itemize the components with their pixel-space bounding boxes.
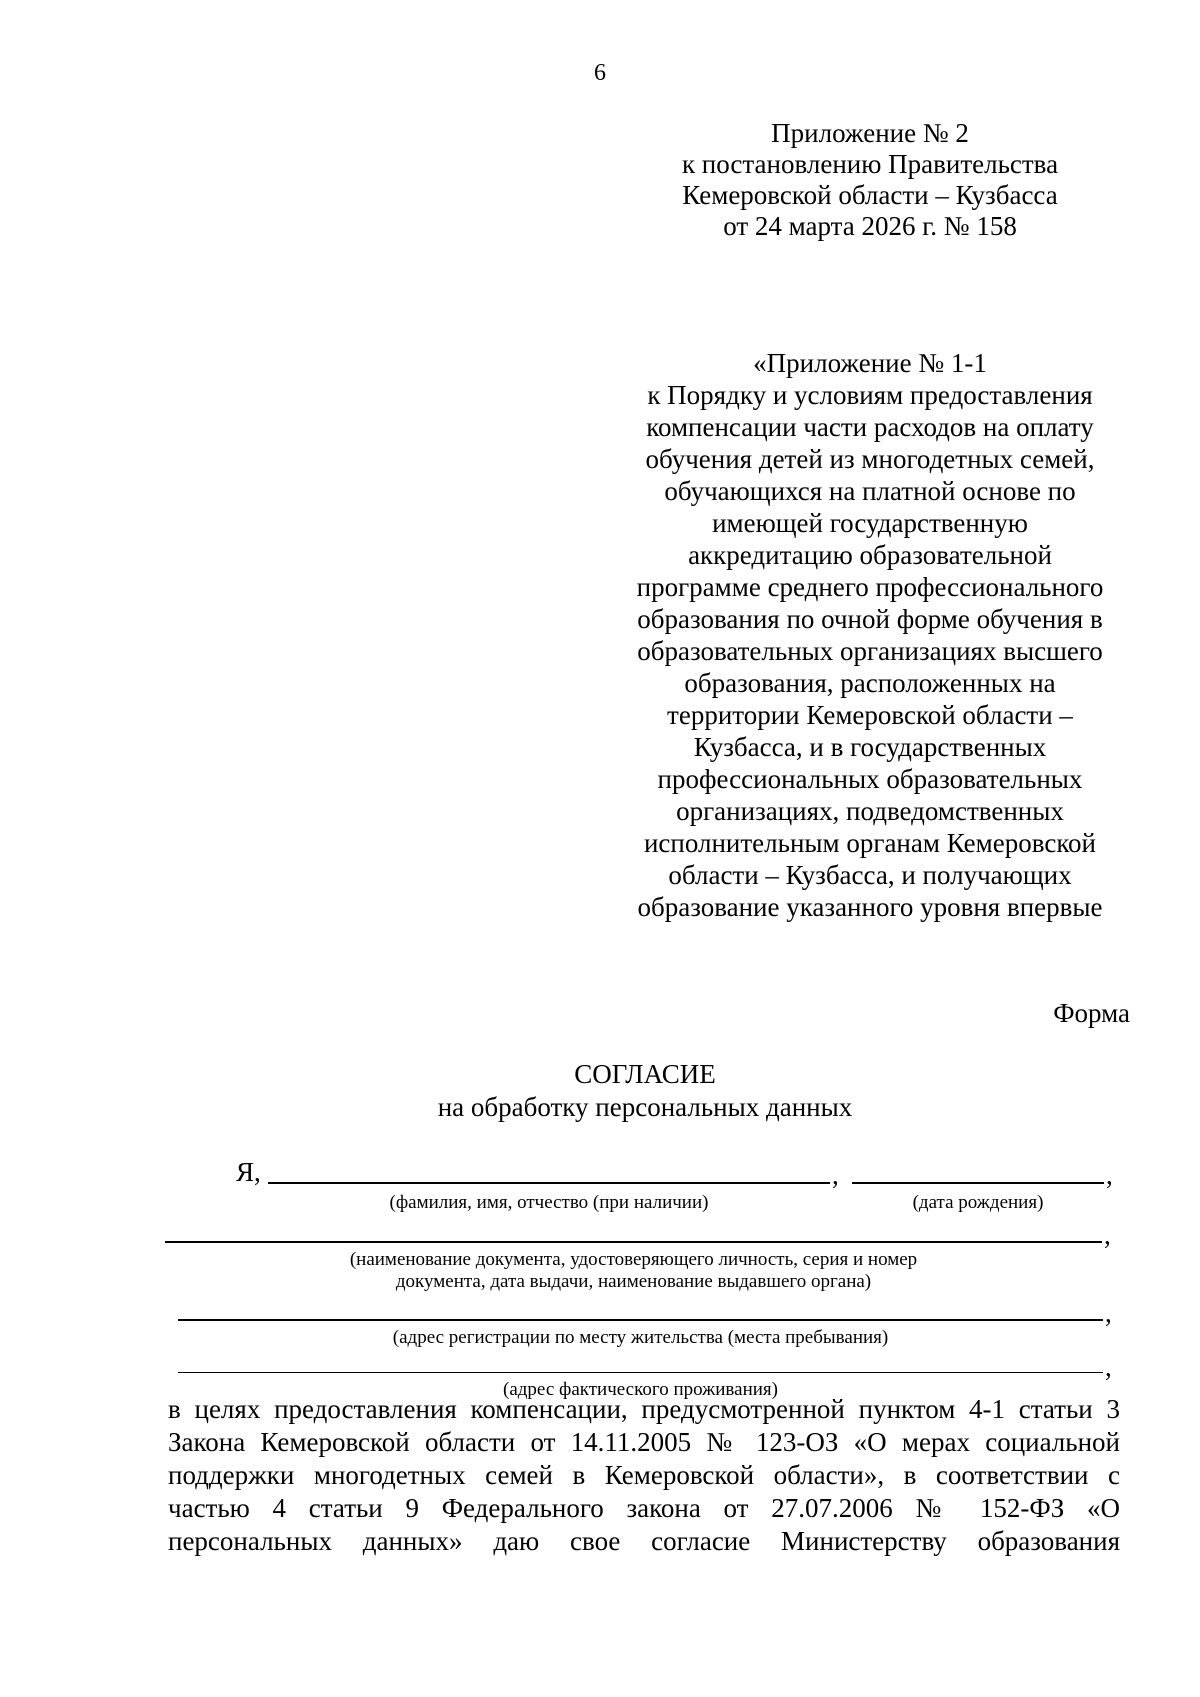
appendix-inner-line: к Порядку и условиям предоставления [647, 380, 1093, 410]
ya-label: Я, [236, 1157, 261, 1187]
identity-document-caption-line: документа, дата выдачи, наименование выдавшего органа) [395, 1271, 872, 1292]
appendix-inner-line: области – Кузбасса, и получающих [668, 860, 1072, 890]
comma: , [1105, 1298, 1112, 1328]
comma: , [832, 1160, 839, 1190]
document-title [0, 1058, 1200, 1124]
birthdate-caption: (дата рождения) [912, 1192, 1044, 1213]
appendix-line: Приложение № 2 [771, 118, 969, 148]
comma: , [1106, 1160, 1113, 1190]
fio-caption: (фамилия, имя, отчество (при наличии) [389, 1192, 709, 1213]
registration-address-input-line[interactable] [178, 1319, 1103, 1321]
body-line: частью 4 статьи 9 Федерального закона от 27.07.2006 № 152-ФЗ «О [168, 1493, 1120, 1523]
birthdate-input-line[interactable] [852, 1182, 1104, 1184]
identity-document-caption-line: (наименование документа, удостоверяющего личность, серия и номер [349, 1249, 918, 1270]
appendix-inner-line: образования по очной форме обучения в [637, 604, 1103, 634]
appendix-inner-header [620, 347, 1120, 923]
comma: , [1104, 1220, 1111, 1250]
registration-address-caption: (адрес регистрации по месту жительства (места пребывания) [392, 1327, 889, 1348]
title-sub: на обработку персональных данных [437, 1092, 853, 1122]
comma: , [1105, 1352, 1112, 1382]
appendix-header [620, 118, 1120, 242]
appendix-inner-line: программе среднего профессионального [636, 572, 1104, 602]
form-label: Форма [1053, 998, 1130, 1028]
appendix-inner-line: образование указанного уровня впервые [637, 892, 1103, 922]
appendix-inner-line: организациях, подведомственных [676, 796, 1064, 826]
actual-address-input-line[interactable] [178, 1372, 1103, 1373]
appendix-line: от 24 марта 2026 г. № 158 [723, 211, 1017, 241]
appendix-inner-line: «Приложение № 1-1 [753, 348, 987, 378]
appendix-inner-line: образования, расположенных на [684, 668, 1056, 698]
fio-input-line[interactable] [268, 1182, 830, 1184]
consent-body-text [168, 1393, 1120, 1558]
appendix-inner-line: компенсации части расходов на оплату [646, 412, 1094, 442]
title-main: СОГЛАСИЕ [574, 1059, 716, 1089]
appendix-inner-line: обучающихся на платной основе по [664, 476, 1076, 506]
appendix-inner-line: обучения детей из многодетных семей, [645, 444, 1095, 474]
identity-document-input-line[interactable] [165, 1241, 1102, 1243]
appendix-line: Кемеровской области – Кузбасса [682, 180, 1058, 210]
appendix-inner-line: Кузбасса, и в государственных [693, 732, 1047, 762]
appendix-inner-line: профессиональных образовательных [657, 764, 1083, 794]
page-number: 6 [594, 60, 606, 86]
body-line: Закона Кемеровской области от 14.11.2005 № 123-ОЗ «О мерах социальной [168, 1427, 1120, 1457]
appendix-line: к постановлению Правительства [681, 149, 1059, 179]
appendix-inner-line: территории Кемеровской области – [667, 700, 1073, 730]
body-line: поддержки многодетных семей в Кемеровской области», в соответствии с [168, 1460, 1120, 1490]
actual-address-caption: (адрес фактического проживания) [503, 1379, 778, 1400]
body-line: в целях предоставления компенсации, предусмотренной пунктом 4-1 статьи 3 [168, 1394, 1120, 1424]
appendix-inner-line: исполнительным органам Кемеровской [643, 828, 1097, 858]
appendix-inner-line: аккредитацию образовательной [688, 540, 1052, 570]
appendix-inner-line: имеющей государственную [712, 508, 1028, 538]
appendix-inner-line: образовательных организациях высшего [637, 636, 1103, 666]
identity-document-caption [165, 1249, 1102, 1293]
body-line: персональных данных» даю свое согласие Министерству образования [168, 1526, 1120, 1556]
